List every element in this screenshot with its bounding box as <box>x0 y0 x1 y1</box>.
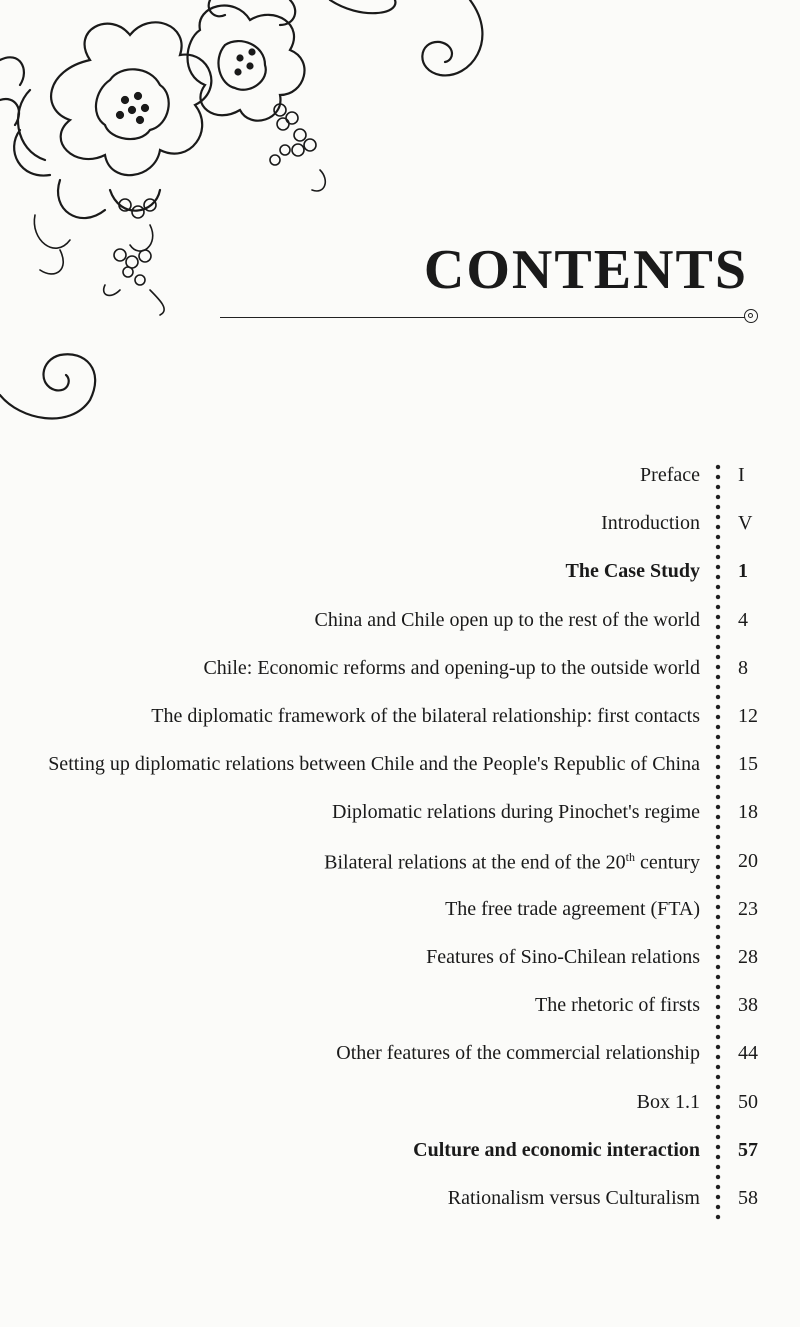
toc-entry-title: Chile: Economic reforms and opening-up to the outside world <box>203 656 700 679</box>
toc-entry-title: Introduction <box>601 512 700 535</box>
toc-entry-page: 28 <box>738 946 758 968</box>
toc-entry[interactable] <box>0 548 800 596</box>
toc-entry-page: 23 <box>738 897 758 920</box>
toc-entry-page: 4 <box>738 608 748 631</box>
toc-entry[interactable] <box>0 789 800 837</box>
toc-entry-title: Culture and economic interaction <box>413 1138 700 1161</box>
toc-entry[interactable] <box>0 886 800 934</box>
toc-entry-title: China and Chile open up to the rest of the world <box>314 608 700 631</box>
toc-entry-page: 38 <box>738 994 758 1017</box>
toc-entry[interactable] <box>0 838 800 886</box>
toc-entry[interactable] <box>0 741 800 789</box>
toc-entry[interactable] <box>0 645 800 693</box>
toc-entry-title: The Case Study <box>565 560 700 583</box>
toc-entry[interactable] <box>0 1127 800 1175</box>
toc-entry-title: The free trade agreement (FTA) <box>445 897 700 920</box>
toc-entry-page: V <box>738 512 753 535</box>
toc-entry-title: Features of Sino-Chilean relations <box>426 946 700 968</box>
toc-entry-title: Rationalism versus Culturalism <box>447 1187 700 1209</box>
toc-entry-title: Other features of the commercial relationship <box>336 1042 700 1065</box>
toc-entry[interactable] <box>0 982 800 1030</box>
toc-entry[interactable] <box>0 934 800 982</box>
toc-entry[interactable] <box>0 1175 800 1223</box>
rule-end-icon <box>744 309 758 323</box>
toc-entry-page: 1 <box>738 560 748 583</box>
toc-entry[interactable] <box>0 597 800 645</box>
toc-entry-page: 44 <box>738 1042 758 1065</box>
toc-entry[interactable] <box>0 452 800 500</box>
toc-entry-page: 20 <box>738 849 758 872</box>
toc-entry-page: 58 <box>738 1187 758 1209</box>
toc-entry[interactable] <box>0 1079 800 1127</box>
toc-entry-page: 12 <box>738 705 758 727</box>
toc-entry-page: 15 <box>738 753 758 776</box>
toc-entry-title: The rhetoric of firsts <box>535 994 700 1017</box>
toc-entry-title: Diplomatic relations during Pinochet's regime <box>332 801 700 824</box>
title-divider <box>220 317 745 318</box>
toc-entry-page: 8 <box>738 656 748 679</box>
toc-entry-page: 57 <box>738 1138 758 1161</box>
page-title: CONTENTS <box>423 239 748 301</box>
toc-entry[interactable] <box>0 693 800 741</box>
toc-entry-page: 50 <box>738 1090 758 1113</box>
toc-entry-title: The diplomatic framework of the bilateral relationship: first contacts <box>151 705 700 727</box>
floral-ornament-icon <box>0 0 520 440</box>
toc-entry-title: Setting up diplomatic relations between Chile and the People's Republic of China <box>48 753 700 776</box>
toc-entry[interactable] <box>0 500 800 548</box>
toc-entry-title: Box 1.1 <box>636 1090 700 1113</box>
toc-entry-title: Bilateral relations at the end of the 20th century <box>324 849 700 874</box>
toc-entry-title: Preface <box>640 464 700 486</box>
toc-entry-page: 18 <box>738 801 758 824</box>
toc-entry-page: I <box>738 464 745 486</box>
toc-entry[interactable] <box>0 1030 800 1078</box>
